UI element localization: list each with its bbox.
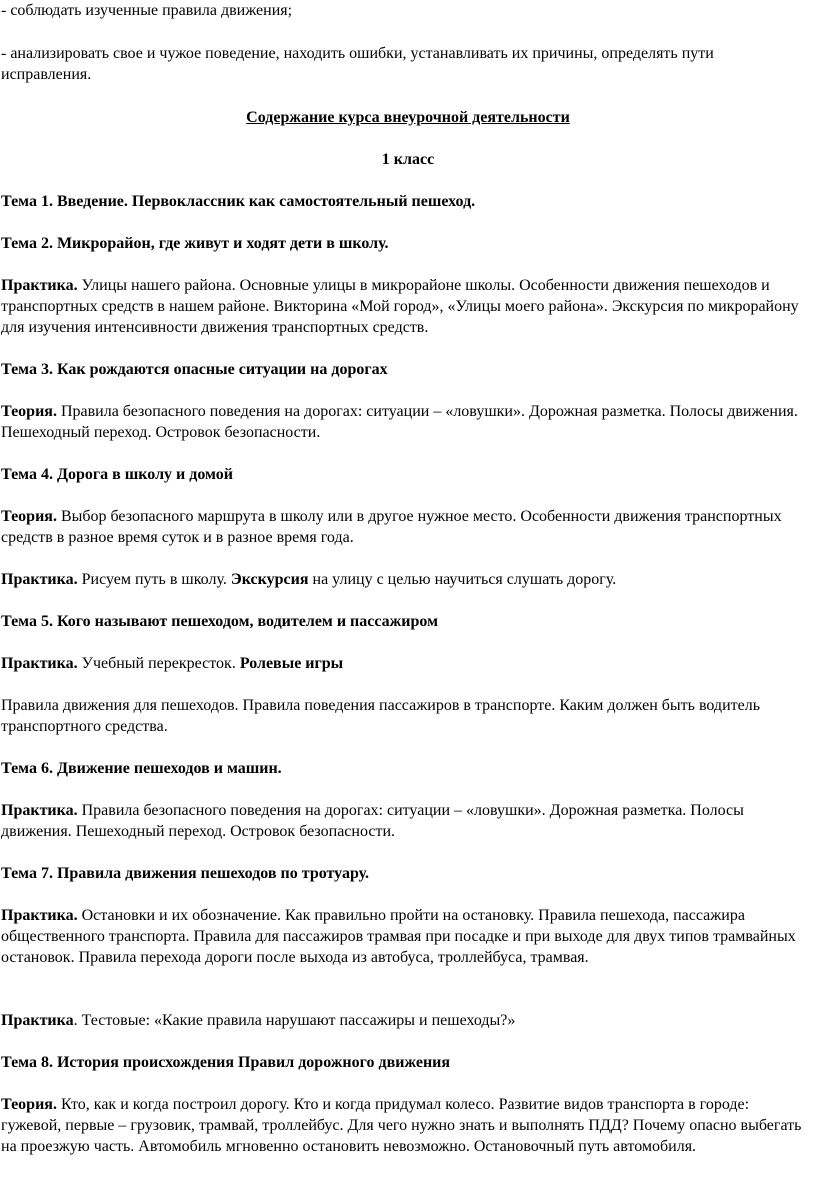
excursion-label: Экскурсия	[230, 571, 309, 588]
topic-8-title: Тема 8. История происхождения Правил дорожного движения	[1, 1054, 451, 1071]
intro-line-2: - анализировать свое и чужое поведение, находить ошибки, устанавливать их причины, определять пути исправления.	[1, 45, 714, 83]
topic-3-title: Тема 3. Как рождаются опасные ситуации на дорогах	[1, 361, 388, 378]
grade-heading: 1 класс	[381, 151, 435, 168]
practice-text: Улицы нашего района. Основные улицы в микрорайоне школы. Особенности движения пешеходов и транспортных средств в нашем районе. Викторина «Мой город», «Улицы моего района». Экскурсия по микрорайону для изучения интенсивности движения транспортных средств.	[1, 277, 799, 336]
topic-2-title: Тема 2. Микрорайон, где живут и ходят дети в школу.	[1, 235, 389, 252]
practice-label: Практика.	[1, 277, 78, 294]
intro-line-1: - соблюдать изученные правила движения;	[1, 2, 293, 19]
topic-1-title: Тема 1. Введение. Первоклассник как самостоятельный пешеход.	[1, 193, 476, 210]
topic-4-theory	[1, 506, 806, 548]
topic-2-practice	[1, 275, 806, 338]
topic-8-theory	[1, 1094, 806, 1157]
theory-text: Кто, как и когда построил дорогу. Кто и когда придумал колесо. Развитие видов транспорта в городе: гужевой, первые – грузовик, трамвай, троллейбус. Для чего нужно знать и выполнять ПДД? Почему опасно выбегать на проезжую часть. Автомобиль мгновенно остановить невозможно. Остановочный путь автомобиля.	[1, 1096, 802, 1155]
topic-5-title: Тема 5. Кого называют пешеходом, водителем и пассажиром	[1, 613, 438, 630]
practice-label: Практика.	[1, 655, 78, 672]
topic-7-practice	[1, 905, 806, 968]
theory-text: Правила безопасного поведения на дорогах: ситуации – «ловушки». Дорожная разметка. Полосы движения. Пешеходный переход. Островок безопасности.	[1, 403, 798, 441]
topic-5-rules: Правила движения для пешеходов. Правила поведения пассажиров в транспорте. Каким должен быть водитель транспортного средства.	[1, 697, 761, 735]
theory-label: Теория.	[1, 508, 57, 525]
practice-text: Рисуем путь в школу.	[77, 571, 231, 588]
topic-6-title: Тема 6. Движение пешеходов и машин.	[1, 760, 282, 777]
practice-text-2: на улицу с целью научиться слушать дорогу.	[308, 571, 617, 588]
practice-label: Практика.	[1, 571, 78, 588]
topic-4-practice	[1, 569, 806, 590]
topic-6-practice	[1, 800, 806, 842]
topic-4-title: Тема 4. Дорога в школу и домой	[1, 466, 233, 483]
role-games-label: Ролевые игры	[239, 655, 344, 672]
theory-text: Выбор безопасного маршрута в школу или в другое нужное место. Особенности движения транспортных средств в разное время суток и в разное время года.	[1, 508, 782, 546]
topic-5-practice	[1, 653, 806, 674]
theory-label: Теория.	[1, 1096, 57, 1113]
practice-text: Правила безопасного поведения на дорогах: ситуации – «ловушки». Дорожная разметка. Полосы движения. Пешеходный переход. Островок безопасности.	[1, 802, 744, 840]
topic-7-title: Тема 7. Правила движения пешеходов по тротуару.	[1, 865, 370, 882]
tests-text: . Тестовые: «Какие правила нарушают пассажиры и пешеходы?»	[73, 1012, 516, 1029]
practice-text: Остановки и их обозначение. Как правильно пройти на остановку. Правила пешехода, пассажира общественного транспорта. Правила для пассажиров трамвая при посадке и при выходе для двух типов трамвайных остановок. Правила перехода дороги после выхода из автобуса, троллейбуса, трамвая.	[1, 907, 796, 966]
practice-label: Практика	[1, 1012, 74, 1029]
topic-3-theory	[1, 401, 806, 443]
topic-7-tests	[1, 1010, 806, 1031]
practice-label: Практика.	[1, 907, 78, 924]
practice-text: Учебный перекресток.	[77, 655, 240, 672]
theory-label: Теория.	[1, 403, 57, 420]
practice-label: Практика.	[1, 802, 78, 819]
course-title: Содержание курса внеурочной деятельности	[246, 109, 570, 126]
